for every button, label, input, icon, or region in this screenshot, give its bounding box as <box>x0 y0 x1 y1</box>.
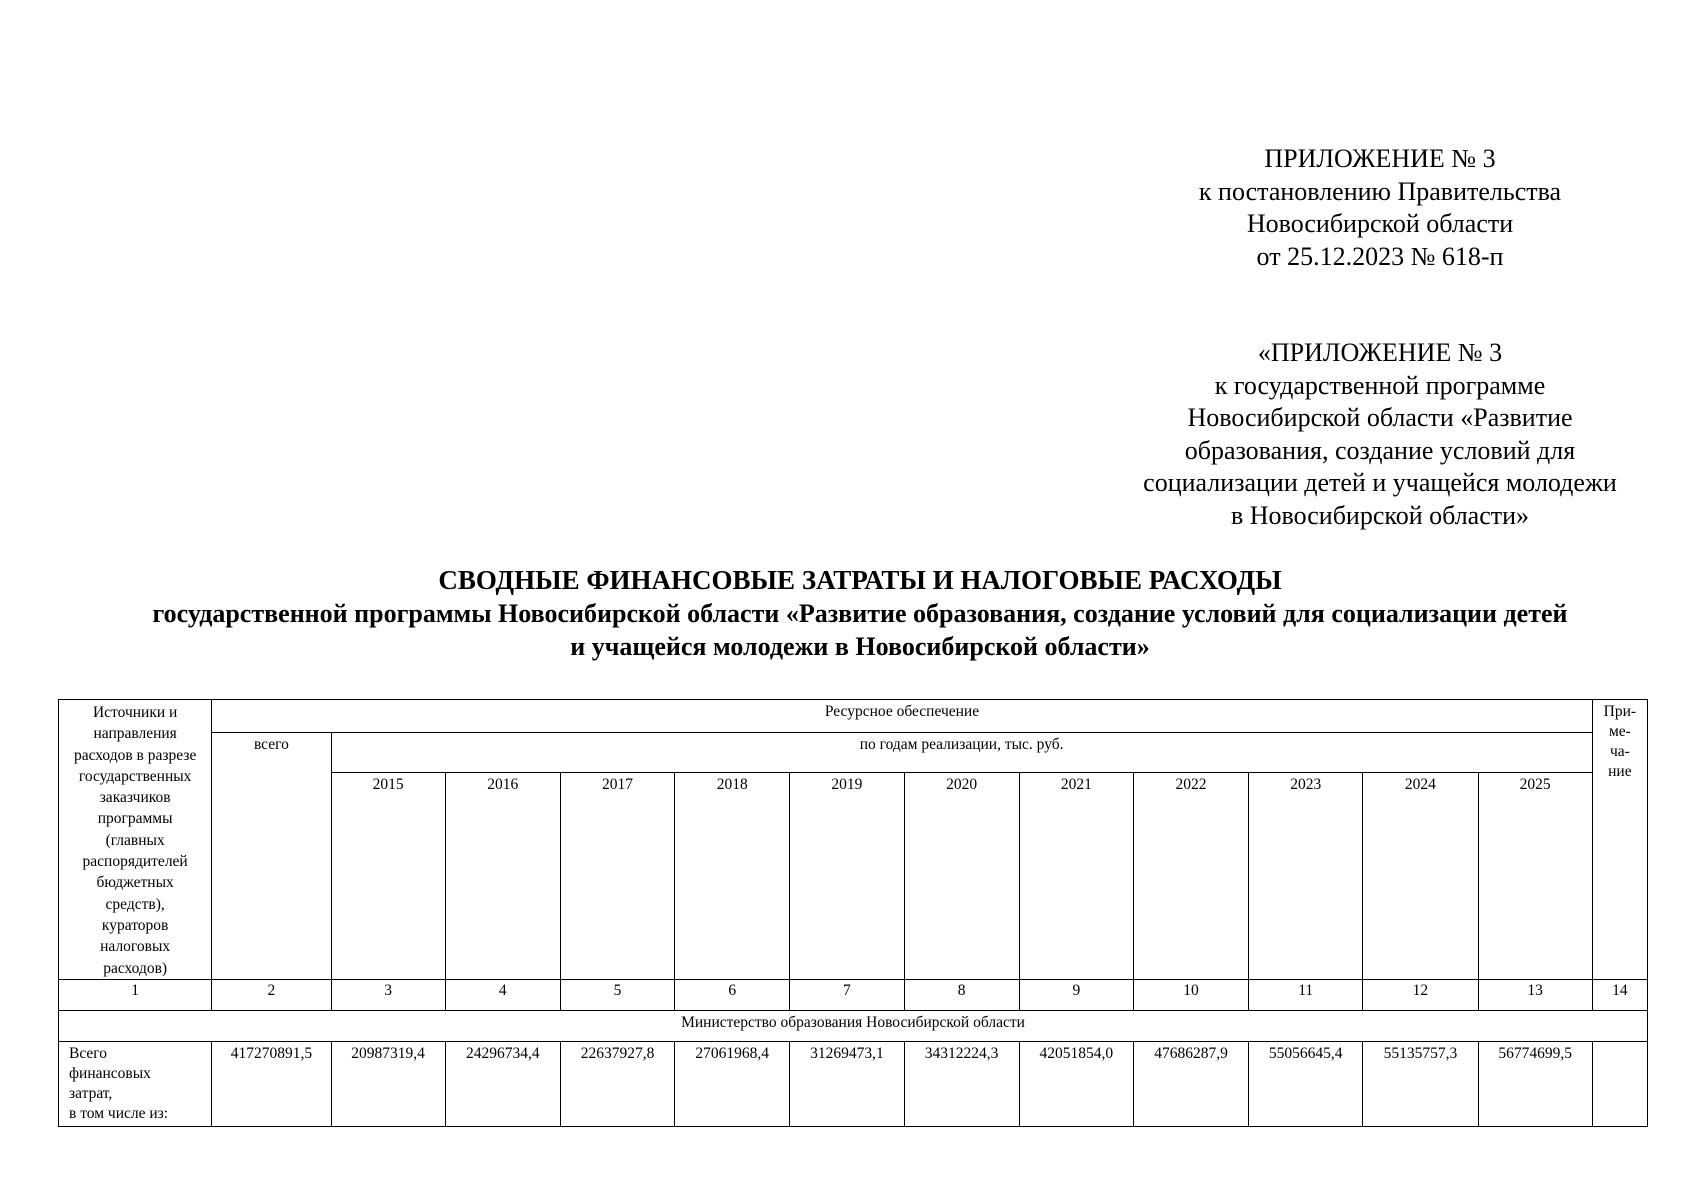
row-label-line: финансовых <box>69 1064 151 1082</box>
section-title: Министерство образования Новосибирской области <box>59 1010 1648 1041</box>
year-header: 2016 <box>445 772 560 979</box>
source-header-line: расходов в разрезе <box>73 746 197 764</box>
year-value: 22637927,8 <box>560 1041 674 1126</box>
year-header: 2024 <box>1363 772 1478 979</box>
document-title <box>40 564 1680 663</box>
table-row <box>59 1041 1648 1126</box>
appendix-header-line: от 25.12.2023 № 618-п <box>1256 241 1504 271</box>
year-header: 2018 <box>675 772 790 979</box>
source-header-line: средств), <box>105 895 165 913</box>
year-header: 2015 <box>331 772 445 979</box>
column-number: 3 <box>331 979 445 1010</box>
column-number: 12 <box>1363 979 1478 1010</box>
column-number: 11 <box>1249 979 1363 1010</box>
column-number-row <box>59 979 1648 1010</box>
appendix-header <box>1120 143 1640 273</box>
total-value: 417270891,5 <box>212 1041 331 1126</box>
section-row <box>59 1010 1648 1041</box>
prior-appendix-line: Новосибирской области «Развитие <box>1187 403 1573 433</box>
appendix-header-line: ПРИЛОЖЕНИЕ № 3 <box>1264 144 1496 173</box>
year-value: 56774699,5 <box>1478 1041 1592 1126</box>
year-value: 47686287,9 <box>1133 1041 1248 1126</box>
source-header-line: налоговых <box>100 938 171 956</box>
column-number: 4 <box>445 979 560 1010</box>
year-value: 34312224,3 <box>904 1041 1019 1126</box>
source-header-line: государственных <box>78 767 192 785</box>
prior-appendix-header <box>1098 337 1662 533</box>
by-year-header: по годам реализации, тыс. руб. <box>331 733 1592 773</box>
source-header-line: (главных <box>105 831 165 849</box>
column-number: 9 <box>1019 979 1133 1010</box>
year-header: 2021 <box>1019 772 1133 979</box>
year-value: 24296734,4 <box>445 1041 560 1126</box>
note-header-cell <box>1592 700 1647 980</box>
financial-table <box>58 699 1648 1127</box>
document-title-line: СВОДНЫЕ ФИНАНСОВЫЕ ЗАТРАТЫ И НАЛОГОВЫЕ РАСХОДЫ <box>438 565 1282 595</box>
source-header-line: Источники и <box>92 704 178 721</box>
year-header: 2020 <box>904 772 1019 979</box>
prior-appendix-line: «ПРИЛОЖЕНИЕ № 3 <box>1257 338 1503 367</box>
year-header: 2017 <box>560 772 674 979</box>
column-number: 2 <box>212 979 331 1010</box>
source-header-line: направления <box>93 725 177 743</box>
year-header: 2023 <box>1249 772 1363 979</box>
column-number: 7 <box>790 979 904 1010</box>
note-header-line: ме- <box>1608 723 1631 740</box>
appendix-header-line: Новосибирской области <box>1246 209 1514 238</box>
source-header-line: бюджетных <box>96 874 174 892</box>
source-header-line: заказчиков <box>99 789 171 807</box>
prior-appendix-line: в Новосибирской области» <box>1230 500 1530 530</box>
year-value: 55135757,3 <box>1363 1041 1478 1126</box>
document-title-line: и учащейся молодежи в Новосибирской области» <box>570 632 1150 661</box>
row-label-line: Всего <box>69 1044 108 1062</box>
year-value: 55056645,4 <box>1249 1041 1363 1126</box>
year-value: 20987319,4 <box>331 1041 445 1126</box>
year-value: 27061968,4 <box>675 1041 790 1126</box>
column-number: 8 <box>904 979 1019 1010</box>
note-value <box>1592 1041 1647 1126</box>
source-header-line: расходов) <box>103 959 168 977</box>
document-title-line: государственной программы Новосибирской области «Развитие образования, создание условий для социализации детей <box>152 599 1568 628</box>
note-header-line: ча- <box>1609 743 1630 760</box>
resource-header: Ресурсное обеспечение <box>212 700 1592 733</box>
row-label <box>59 1041 212 1126</box>
source-header-line: распорядителей <box>82 853 188 871</box>
prior-appendix-line: социализации детей и учащейся молодежи <box>1143 468 1617 498</box>
source-header-line: программы <box>97 810 173 828</box>
year-value: 31269473,1 <box>790 1041 904 1126</box>
note-header-line: При- <box>1603 703 1637 720</box>
header-row-resource <box>59 700 1648 733</box>
prior-appendix-line: образования, создание условий для <box>1184 435 1576 465</box>
total-header: всего <box>212 733 331 980</box>
year-header: 2022 <box>1133 772 1248 979</box>
year-header: 2025 <box>1478 772 1592 979</box>
column-number: 10 <box>1133 979 1248 1010</box>
year-value: 42051854,0 <box>1019 1041 1133 1126</box>
row-label-line: затрат, <box>69 1084 113 1102</box>
source-header-line: кураторов <box>101 916 169 934</box>
appendix-header-line: к постановлению Правительства <box>1198 176 1562 206</box>
column-number: 5 <box>560 979 674 1010</box>
header-row-period <box>59 733 1648 773</box>
column-number: 1 <box>59 979 212 1010</box>
source-header-cell <box>59 700 212 980</box>
row-label-line: в том числе из: <box>69 1104 169 1122</box>
prior-appendix-line: к государственной программе <box>1214 370 1546 400</box>
column-number: 6 <box>675 979 790 1010</box>
year-header: 2019 <box>790 772 904 979</box>
column-number: 13 <box>1478 979 1592 1010</box>
column-number: 14 <box>1592 979 1647 1010</box>
note-header-line: ние <box>1608 763 1632 780</box>
